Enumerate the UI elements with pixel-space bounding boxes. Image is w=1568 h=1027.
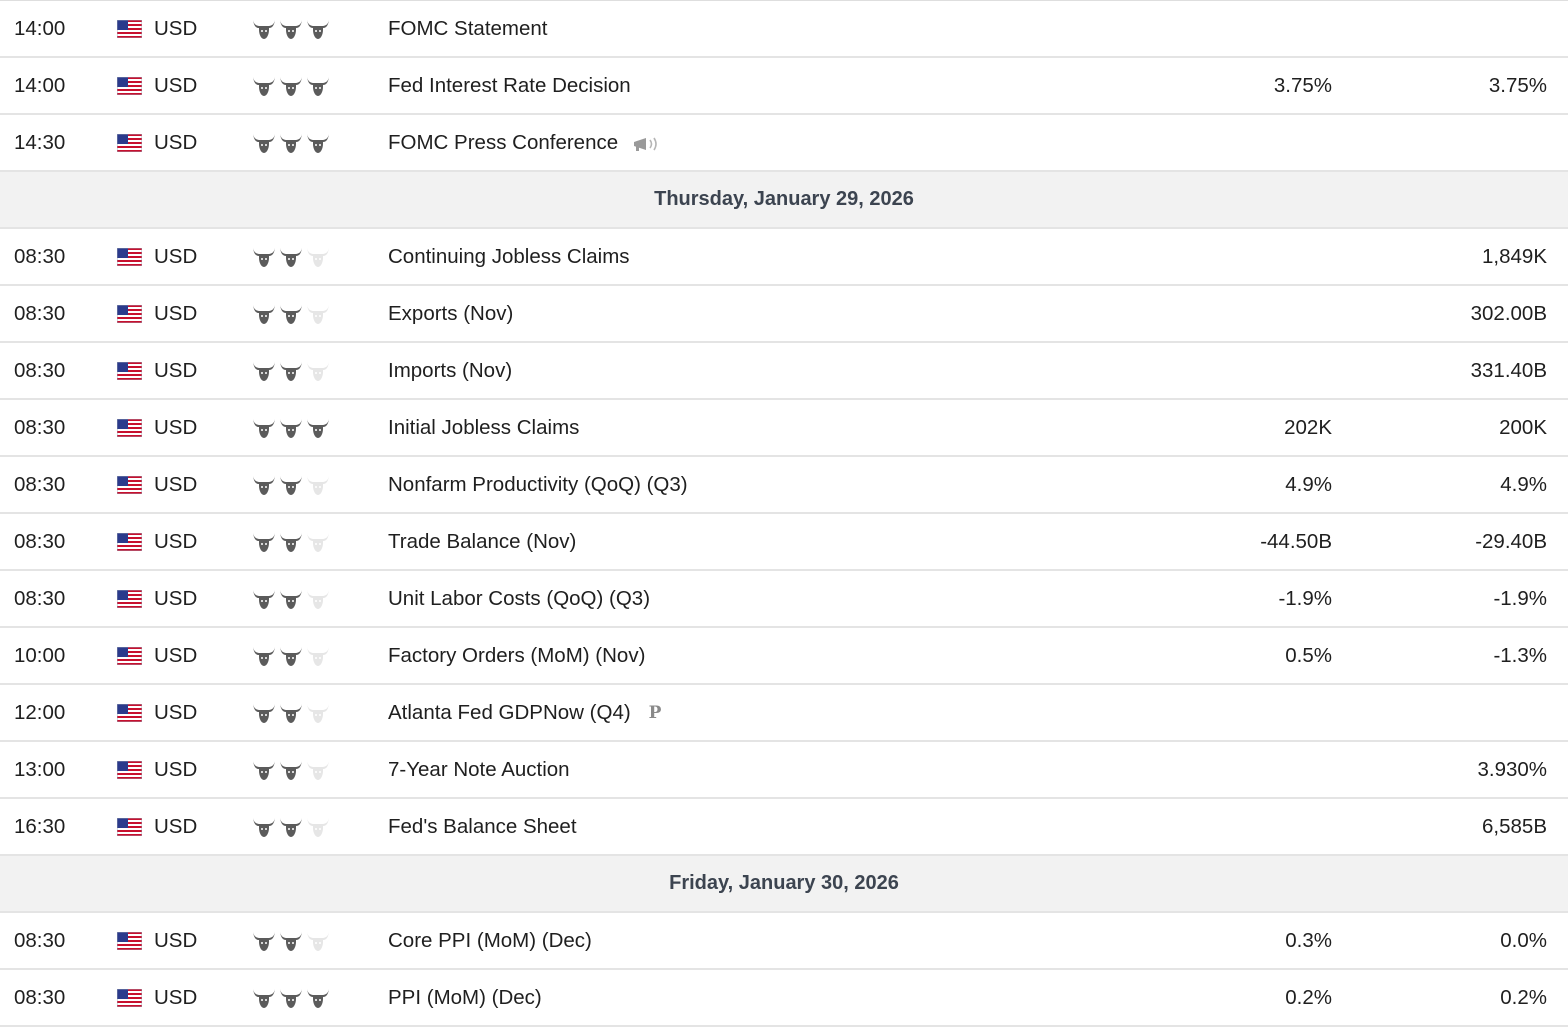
event-time: 08:30: [14, 359, 66, 382]
previous-value: -29.40B: [1475, 530, 1547, 553]
event-time: 14:30: [14, 131, 66, 154]
bull-icon: [306, 303, 330, 325]
table-row[interactable]: [0, 913, 1568, 970]
importance-rating: [252, 759, 330, 781]
bull-icon: [279, 531, 303, 553]
bull-icon: [279, 474, 303, 496]
currency-code: USD: [154, 473, 198, 496]
bull-icon: [279, 987, 303, 1009]
importance-rating: [252, 930, 330, 952]
date-header-label: Thursday, January 29, 2026: [654, 188, 914, 210]
event-time: 08:30: [14, 587, 66, 610]
event-time: 14:00: [14, 74, 66, 97]
event-name[interactable]: [388, 1, 548, 56]
event-name[interactable]: [388, 115, 664, 170]
us-flag-icon: [117, 818, 142, 836]
bull-icon: [306, 531, 330, 553]
table-row[interactable]: [0, 286, 1568, 343]
bull-icon: [252, 132, 276, 154]
us-flag-icon: [117, 362, 142, 380]
bull-icon: [306, 816, 330, 838]
importance-rating: [252, 474, 330, 496]
bull-icon: [306, 702, 330, 724]
importance-rating: [252, 588, 330, 610]
forecast-value: 3.75%: [1273, 74, 1332, 97]
importance-rating: [252, 246, 330, 268]
bull-icon: [252, 930, 276, 952]
table-row[interactable]: [0, 457, 1568, 514]
bull-icon: [252, 702, 276, 724]
date-header-row: [0, 856, 1568, 913]
event-name[interactable]: [388, 913, 592, 968]
bull-icon: [279, 303, 303, 325]
event-name-text: FOMC Press Conference: [388, 130, 619, 154]
event-name-text: Initial Jobless Claims: [388, 415, 580, 439]
bull-icon: [279, 132, 303, 154]
importance-rating: [252, 645, 330, 667]
bull-icon: [306, 246, 330, 268]
previous-value: 6,585B: [1482, 815, 1547, 838]
currency-code: USD: [154, 302, 198, 325]
event-name-text: 7-Year Note Auction: [388, 757, 570, 781]
importance-rating: [252, 132, 330, 154]
bull-icon: [306, 474, 330, 496]
table-row[interactable]: [0, 115, 1568, 172]
event-name-text: Atlanta Fed GDPNow (Q4): [388, 700, 631, 724]
event-time: 12:00: [14, 701, 66, 724]
previous-value: 3.75%: [1488, 74, 1547, 97]
bull-icon: [252, 645, 276, 667]
bull-icon: [306, 588, 330, 610]
currency-code: USD: [154, 416, 198, 439]
bull-icon: [306, 75, 330, 97]
previous-value: 1,849K: [1482, 245, 1547, 268]
event-time: 14:00: [14, 17, 66, 40]
event-name-text: Fed's Balance Sheet: [388, 814, 577, 838]
us-flag-icon: [117, 533, 142, 551]
event-time: 10:00: [14, 644, 66, 667]
event-time: 08:30: [14, 530, 66, 553]
event-name-text: Factory Orders (MoM) (Nov): [388, 643, 646, 667]
bull-icon: [279, 75, 303, 97]
event-name[interactable]: [388, 457, 688, 512]
importance-rating: [252, 18, 330, 40]
table-row[interactable]: [0, 970, 1568, 1027]
us-flag-icon: [117, 20, 142, 38]
us-flag-icon: [117, 590, 142, 608]
bull-icon: [252, 75, 276, 97]
forecast-value: 202K: [1284, 416, 1332, 439]
speech-megaphone-icon: [630, 133, 664, 153]
event-name[interactable]: [388, 742, 570, 797]
table-row[interactable]: [0, 400, 1568, 457]
event-name[interactable]: [388, 229, 630, 284]
event-time: 08:30: [14, 473, 66, 496]
event-time: 08:30: [14, 302, 66, 325]
bull-icon: [252, 474, 276, 496]
bull-icon: [306, 987, 330, 1009]
event-time: 08:30: [14, 245, 66, 268]
event-name-text: Trade Balance (Nov): [388, 529, 577, 553]
event-name-text: Imports (Nov): [388, 358, 513, 382]
event-name[interactable]: [388, 685, 661, 740]
bull-icon: [252, 759, 276, 781]
table-row[interactable]: [0, 1, 1568, 58]
previous-value: -1.3%: [1493, 644, 1547, 667]
bull-icon: [252, 246, 276, 268]
event-time: 16:30: [14, 815, 66, 838]
event-name[interactable]: [388, 628, 645, 683]
previous-value: 3.930%: [1477, 758, 1547, 781]
previous-value: 0.0%: [1500, 929, 1547, 952]
event-time: 08:30: [14, 986, 66, 1009]
forecast-value: 0.3%: [1285, 929, 1332, 952]
importance-rating: [252, 417, 330, 439]
event-name-text: Fed Interest Rate Decision: [388, 73, 631, 97]
event-time: 08:30: [14, 416, 66, 439]
bull-icon: [279, 759, 303, 781]
bull-icon: [252, 303, 276, 325]
bull-icon: [306, 930, 330, 952]
bull-icon: [279, 360, 303, 382]
date-header-row: [0, 172, 1568, 229]
bull-icon: [279, 930, 303, 952]
event-name-text: Continuing Jobless Claims: [388, 244, 630, 268]
previous-value: -1.9%: [1493, 587, 1547, 610]
event-name[interactable]: [388, 286, 513, 341]
bull-icon: [279, 588, 303, 610]
table-row[interactable]: [0, 229, 1568, 286]
event-name-text: Exports (Nov): [388, 301, 514, 325]
currency-code: USD: [154, 644, 198, 667]
us-flag-icon: [117, 932, 142, 950]
table-row[interactable]: [0, 514, 1568, 571]
event-name[interactable]: [388, 799, 577, 854]
currency-code: USD: [154, 17, 198, 40]
table-row[interactable]: [0, 628, 1568, 685]
event-name[interactable]: [388, 400, 579, 455]
currency-code: USD: [154, 758, 198, 781]
importance-rating: [252, 303, 330, 325]
event-time: 13:00: [14, 758, 66, 781]
forecast-value: -1.9%: [1278, 587, 1332, 610]
us-flag-icon: [117, 476, 142, 494]
previous-value: 331.40B: [1470, 359, 1547, 382]
us-flag-icon: [117, 704, 142, 722]
forecast-value: 0.5%: [1285, 644, 1332, 667]
currency-code: USD: [154, 530, 198, 553]
currency-code: USD: [154, 587, 198, 610]
event-name-text: PPI (MoM) (Dec): [388, 985, 542, 1009]
currency-code: USD: [154, 359, 198, 382]
event-name-text: Unit Labor Costs (QoQ) (Q3): [388, 586, 651, 610]
event-name[interactable]: [388, 58, 631, 113]
bull-icon: [279, 18, 303, 40]
importance-rating: [252, 531, 330, 553]
previous-value: 302.00B: [1470, 302, 1547, 325]
currency-code: USD: [154, 74, 198, 97]
us-flag-icon: [117, 419, 142, 437]
bull-icon: [279, 702, 303, 724]
bull-icon: [306, 759, 330, 781]
currency-code: USD: [154, 815, 198, 838]
currency-code: USD: [154, 986, 198, 1009]
bull-icon: [279, 246, 303, 268]
event-name-text: Nonfarm Productivity (QoQ) (Q3): [388, 472, 688, 496]
currency-code: USD: [154, 245, 198, 268]
us-flag-icon: [117, 248, 142, 266]
bull-icon: [252, 417, 276, 439]
bull-icon: [252, 18, 276, 40]
bull-icon: [306, 132, 330, 154]
importance-rating: [252, 75, 330, 97]
preliminary-icon: P: [648, 702, 662, 723]
bull-icon: [252, 987, 276, 1009]
event-name[interactable]: [388, 970, 542, 1025]
bull-icon: [252, 360, 276, 382]
event-name-text: Core PPI (MoM) (Dec): [388, 928, 592, 952]
forecast-value: 4.9%: [1285, 473, 1332, 496]
bull-icon: [306, 18, 330, 40]
date-header-label: Friday, January 30, 2026: [669, 872, 899, 894]
us-flag-icon: [117, 989, 142, 1007]
currency-code: USD: [154, 701, 198, 724]
bull-icon: [252, 588, 276, 610]
importance-rating: [252, 702, 330, 724]
bull-icon: [306, 645, 330, 667]
forecast-value: -44.50B: [1260, 530, 1332, 553]
table-row[interactable]: [0, 58, 1568, 115]
currency-code: USD: [154, 929, 198, 952]
us-flag-icon: [117, 134, 142, 152]
table-row[interactable]: [0, 343, 1568, 400]
previous-value: 4.9%: [1500, 473, 1547, 496]
event-name[interactable]: [388, 514, 576, 569]
bull-icon: [306, 417, 330, 439]
previous-value: 0.2%: [1500, 986, 1547, 1009]
currency-code: USD: [154, 131, 198, 154]
event-name-text: FOMC Statement: [388, 16, 548, 40]
event-name[interactable]: [388, 571, 650, 626]
importance-rating: [252, 987, 330, 1009]
us-flag-icon: [117, 761, 142, 779]
bull-icon: [279, 417, 303, 439]
table-row[interactable]: [0, 742, 1568, 799]
table-row[interactable]: [0, 685, 1568, 742]
bull-icon: [279, 645, 303, 667]
us-flag-icon: [117, 77, 142, 95]
bull-icon: [306, 360, 330, 382]
us-flag-icon: [117, 647, 142, 665]
importance-rating: [252, 360, 330, 382]
event-name[interactable]: [388, 343, 512, 398]
importance-rating: [252, 816, 330, 838]
bull-icon: [279, 816, 303, 838]
us-flag-icon: [117, 305, 142, 323]
bull-icon: [252, 531, 276, 553]
previous-value: 200K: [1499, 416, 1547, 439]
forecast-value: 0.2%: [1285, 986, 1332, 1009]
table-row[interactable]: [0, 799, 1568, 856]
bull-icon: [252, 816, 276, 838]
table-row[interactable]: [0, 571, 1568, 628]
event-time: 08:30: [14, 929, 66, 952]
